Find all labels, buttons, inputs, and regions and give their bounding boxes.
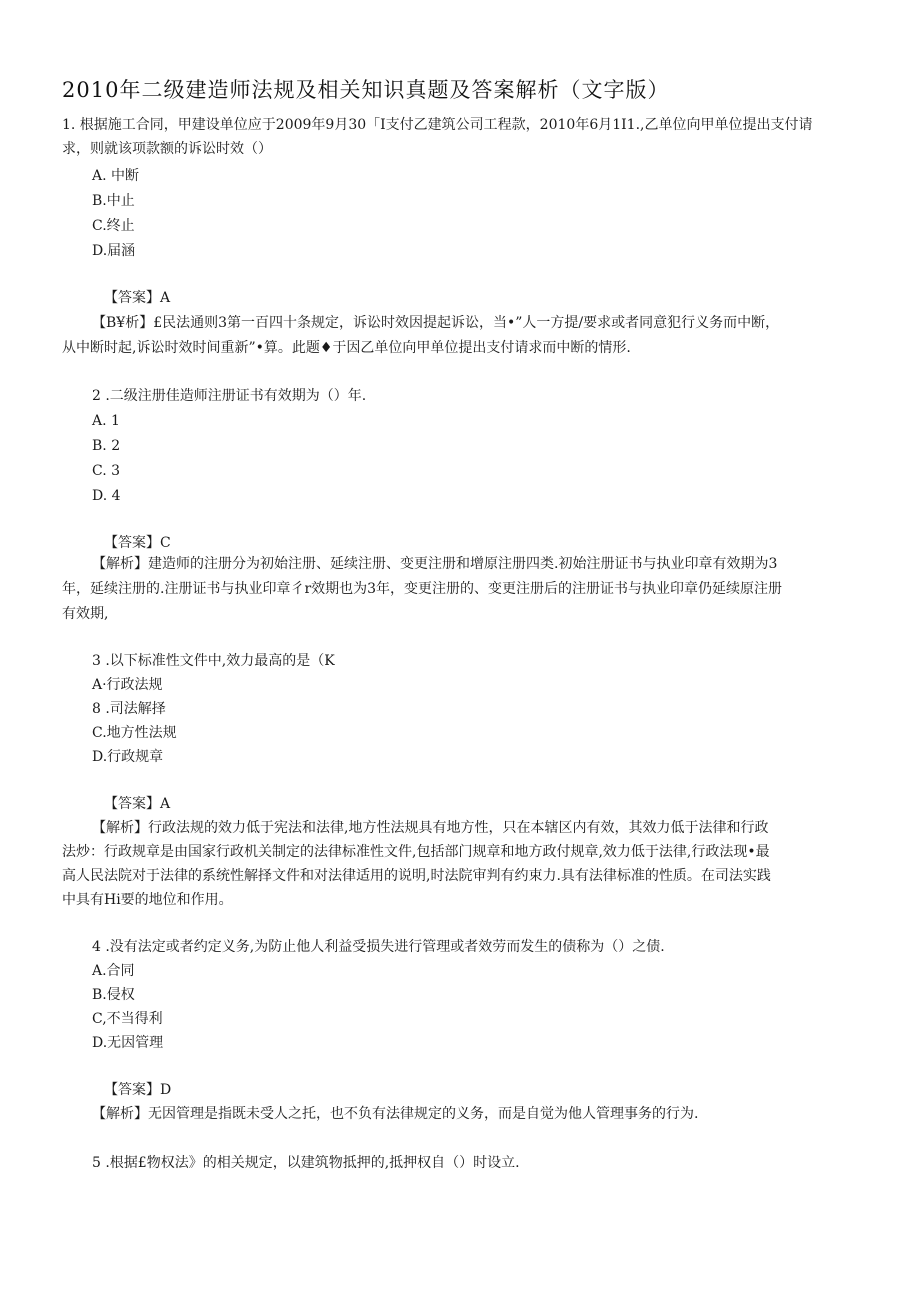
q2-option-d: D. 4	[92, 488, 121, 504]
q2-stem: 2 .二级注册佳造师注册证书有效期为（）年.	[92, 388, 367, 404]
q3-answer: 【答案】A	[104, 796, 171, 812]
q4-option-b: B.侵权	[92, 987, 135, 1003]
page-title: 2010年二级建造师法规及相关知识真题及答案解析（文字版）	[62, 78, 670, 102]
q1-option-b: B.中止	[92, 193, 135, 209]
q4-option-c: C,不当得利	[92, 1011, 163, 1027]
q2-option-c: C. 3	[92, 463, 121, 479]
q1-analysis-line2: 从中断时起,诉讼时效时间重新”•算。此题♦于因乙单位向甲单位提出支付请求而中断的情形.	[62, 340, 631, 356]
q3-analysis-line4: 中具有Hi要的地位和作用。	[62, 892, 233, 908]
q4-analysis-line1: 【解析】无因管理是指既未受人之托，也不负有法律规定的义务，而是自觉为他人管理事务的行为.	[92, 1106, 699, 1122]
q3-option-c: C.地方性法规	[92, 725, 177, 741]
q1-stem-line1: 1. 根据施工合同，甲建设单位应于2009年9月30「I支付乙建筑公司工程款，2010年6月1I1.,乙单位向甲单位提出支付请	[62, 117, 813, 133]
q3-analysis-line1: 【解析】行政法规的效力低于宪法和法律,地方性法规具有地方性，只在本辖区内有效，其效力低于法律和行政	[92, 820, 769, 836]
q3-analysis-line3: 高人民法院对于法律的系统性解择文件和对法律适用的说明,时法院审判有约束力.具有法律标准的性质。在司法实践	[62, 868, 771, 884]
q4-answer: 【答案】D	[104, 1082, 172, 1098]
q3-option-d: D.行政规章	[92, 749, 164, 765]
q2-answer: 【答案】C	[104, 535, 171, 551]
q1-analysis-line1: 【B¥析】£民法通则3第一百四十条规定，诉讼时效因提起诉讼，当•”人一方提/要求或者同意犯行义务而中断，	[92, 315, 780, 331]
q3-option-a: A·行政法规	[92, 677, 163, 693]
q2-analysis-line2: 年，延续注册的.注册证书与执业印章彳r效期也为3年，变更注册的、变更注册后的注册证书与执业印章仍延续原注册	[62, 581, 783, 597]
q1-option-a: A. 中断	[92, 168, 140, 184]
q3-stem: 3 .以下标准性文件中,效力最高的是（K	[92, 653, 335, 669]
q3-option-b: 8 .司法解择	[92, 701, 166, 717]
q2-option-a: A. 1	[92, 413, 120, 429]
q5-stem: 5 .根据£物权法》的相关规定，以建筑物抵押的,抵押权自（）时设立.	[92, 1155, 520, 1171]
q3-analysis-line2: 法炒：行政规章是由国家行政机关制定的法律标准性文件,包括部门规章和地方政付规章,效力低于法律,行政法现•最	[62, 844, 770, 860]
q2-option-b: B. 2	[92, 438, 121, 454]
q4-option-d: D.无因管理	[92, 1035, 164, 1051]
q1-answer: 【答案】A	[104, 290, 171, 306]
q1-option-d: D.届涵	[92, 243, 136, 259]
q2-analysis-line3: 有效期,	[62, 606, 109, 622]
q2-analysis-line1: 【解析】建造师的注册分为初始注册、延续注册、变更注册和增原注册四类.初始注册证书与执业印章有效期为3	[92, 556, 778, 572]
q4-stem: 4 .没有法定或者约定义务,为防止他人利益受损失进行管理或者效劳而发生的债称为（）之债.	[92, 939, 665, 955]
q1-stem-line2: 求，则就该项款额的诉讼时效（）	[62, 141, 272, 157]
q4-option-a: A.合同	[92, 963, 135, 979]
q1-option-c: C.终止	[92, 218, 135, 234]
